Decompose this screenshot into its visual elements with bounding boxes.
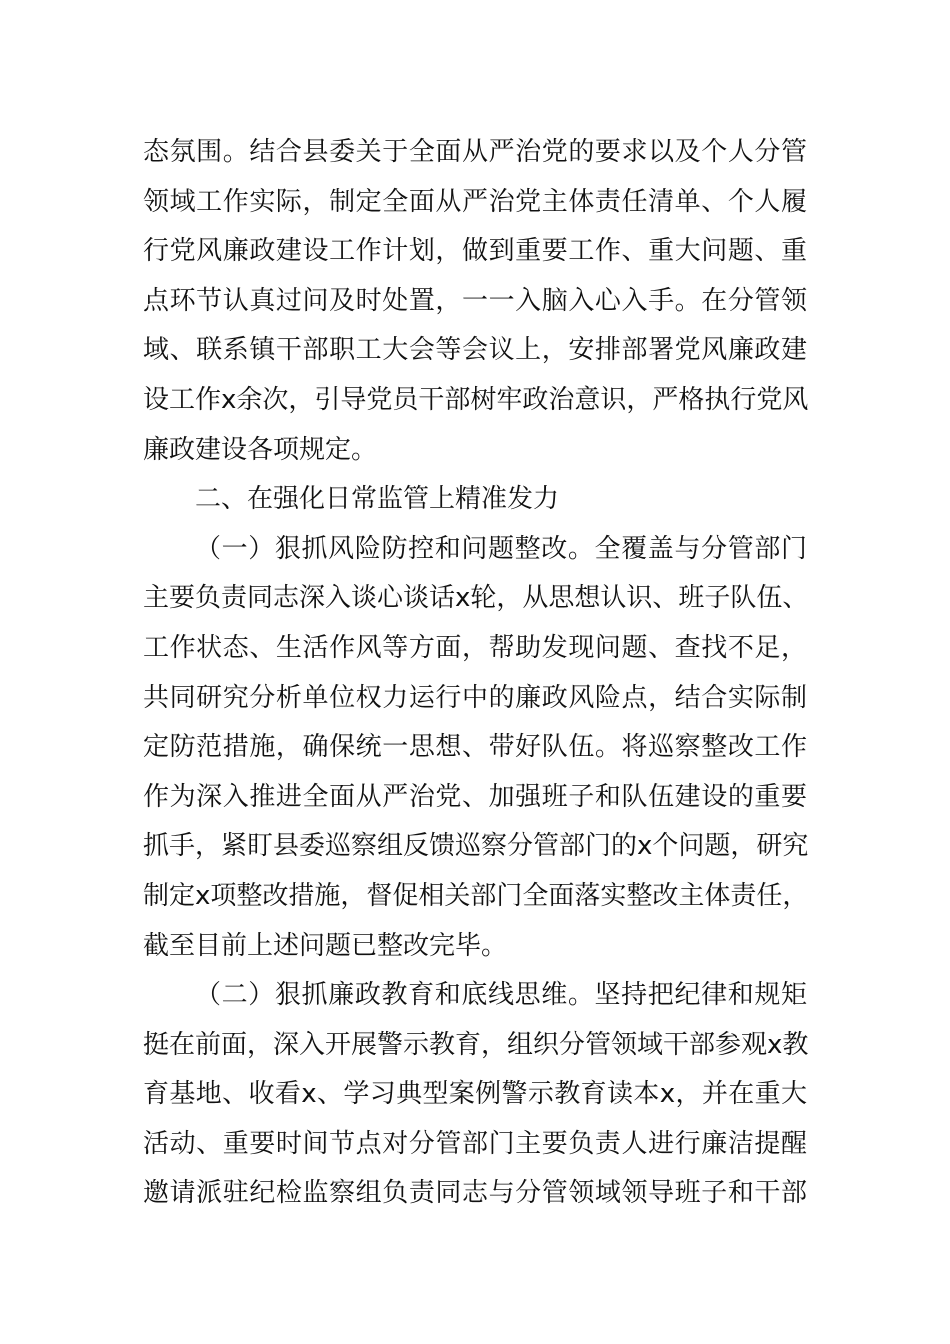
subsection-first-line: （一）狠抓风险防控和问题整改。全覆盖与分管部门	[195, 533, 807, 564]
body-text-line: 工作状态、生活作风等方面，帮助发现问题、查找不足，	[143, 632, 807, 663]
body-text-line: 定防范措施，确保统一思想、带好队伍。将巡察整改工作	[143, 732, 807, 763]
body-text-line: 截至目前上述问题已整改完毕。	[143, 930, 508, 961]
body-text-line: 抓手，紧盯县委巡察组反馈巡察分管部门的x个问题，研究	[143, 831, 809, 862]
body-text-line: 廉政建设各项规定。	[143, 434, 378, 465]
body-text-line: 作为深入推进全面从严治党、加强班子和队伍建设的重要	[143, 781, 807, 812]
body-text-line: 活动、重要时间节点对分管部门主要负责人进行廉洁提醒	[143, 1128, 807, 1159]
document-body	[143, 128, 807, 1219]
body-text-line: 主要负责同志深入谈心谈话x轮，从思想认识、班子队伍、	[143, 583, 809, 614]
body-text-line: 育基地、收看x、学习典型案例警示教育读本x，并在重大	[143, 1079, 807, 1110]
section-heading: 二、在强化日常监管上精准发力	[195, 484, 560, 515]
body-text-line: 制定x项整改措施，督促相关部门全面落实整改主体责任，	[143, 880, 809, 911]
body-text-line: 设工作x余次，引导党员干部树牢政治意识，严格执行党风	[143, 384, 809, 415]
body-text-line: 领域工作实际，制定全面从严治党主体责任清单、个人履	[143, 186, 807, 217]
body-text-line: 挺在前面，深入开展警示教育，组织分管领域干部参观x教	[143, 1029, 809, 1060]
body-text-line: 共同研究分析单位权力运行中的廉政风险点，结合实际制	[143, 682, 807, 713]
body-text-line: 态氛围。结合县委关于全面从严治党的要求以及个人分管	[143, 137, 807, 167]
body-text-line: 点环节认真过问及时处置，一一入脑入心入手。在分管领	[143, 285, 807, 316]
subsection-first-line: （二）狠抓廉政教育和底线思维。坚持把纪律和规矩	[195, 980, 807, 1011]
body-text-line: 邀请派驻纪检监察组负责同志与分管领域领导班子和干部	[143, 1178, 807, 1209]
body-text-line: 域、联系镇干部职工大会等会议上，安排部署党风廉政建	[143, 335, 807, 366]
body-text-line: 行党风廉政建设工作计划，做到重要工作、重大问题、重	[143, 236, 807, 267]
